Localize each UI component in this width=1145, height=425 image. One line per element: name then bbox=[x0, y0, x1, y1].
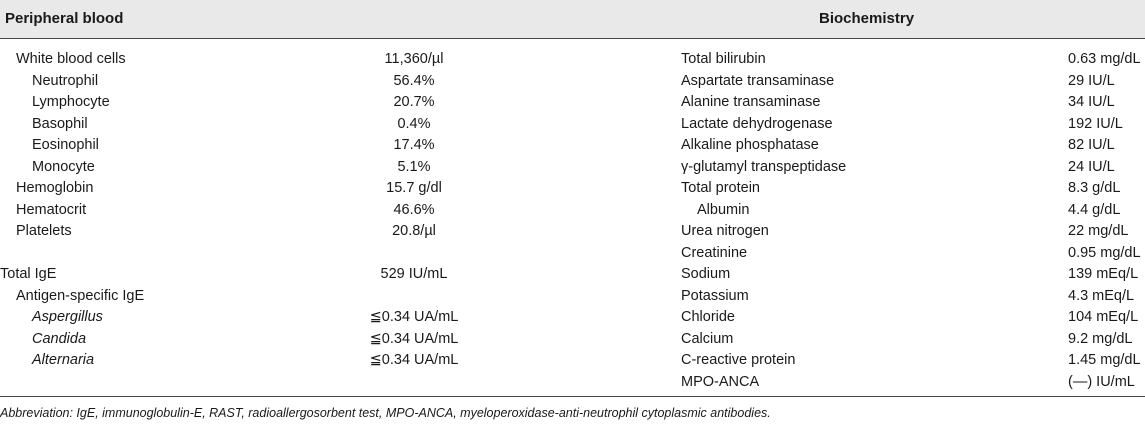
blood-row-value: ≦0.34 UA/mL bbox=[369, 330, 459, 347]
blood-row-value: 11,360/µl bbox=[384, 51, 444, 67]
biochem-row-label: Calcium bbox=[681, 330, 734, 347]
blood-row-label: Neutrophil bbox=[32, 72, 99, 89]
biochem-row-label: Alkaline phosphatase bbox=[681, 137, 819, 153]
biochem-row-value: 8.3 g/dL bbox=[1068, 180, 1121, 196]
biochem-row-label: Urea nitrogen bbox=[681, 223, 769, 239]
biochem-row-value: 34 IU/L bbox=[1068, 94, 1115, 110]
blood-row-value: 5.1% bbox=[397, 158, 431, 175]
biochem-row-label: MPO-ANCA bbox=[681, 373, 760, 390]
biochem-row-label: Aspartate transaminase bbox=[681, 72, 835, 89]
biochem-row-value: 24 IU/L bbox=[1068, 158, 1115, 175]
biochem-row-label: γ-glutamyl transpeptidase bbox=[681, 158, 847, 175]
blood-row-label: Candida bbox=[32, 330, 87, 347]
biochem-row-value: 1.45 mg/dL bbox=[1068, 352, 1141, 368]
blood-row-value: 17.4% bbox=[393, 137, 435, 153]
blood-row-label: White blood cells bbox=[16, 51, 126, 67]
blood-row-label: Monocyte bbox=[32, 158, 95, 175]
blood-row-value: 0.4% bbox=[397, 115, 431, 132]
biochem-row-label: Lactate dehydrogenase bbox=[681, 115, 833, 132]
biochem-row-label: Potassium bbox=[681, 287, 749, 304]
blood-row-value: 20.8/µl bbox=[392, 223, 436, 239]
biochem-row-label: Albumin bbox=[697, 201, 750, 218]
bottom-rule bbox=[0, 396, 1145, 397]
blood-row-label: Antigen-specific IgE bbox=[16, 287, 145, 304]
blood-row-label: Platelets bbox=[16, 223, 72, 239]
biochem-row-label: Alanine transaminase bbox=[681, 94, 821, 110]
blood-row-label: Eosinophil bbox=[32, 137, 99, 153]
biochem-row-value: (—) IU/mL bbox=[1068, 373, 1135, 390]
biochem-row-value: 0.63 mg/dL bbox=[1068, 51, 1141, 67]
biochem-row-value: 4.4 g/dL bbox=[1068, 201, 1121, 218]
biochem-row-value: 22 mg/dL bbox=[1068, 223, 1129, 239]
blood-row-label: Hematocrit bbox=[16, 201, 87, 218]
biochem-row-value: 0.95 mg/dL bbox=[1068, 244, 1141, 261]
biochem-row-value: 104 mEq/L bbox=[1068, 309, 1139, 325]
biochem-row-value: 9.2 mg/dL bbox=[1068, 330, 1133, 347]
blood-row-value: 46.6% bbox=[393, 201, 435, 218]
blood-row-label: Total IgE bbox=[0, 266, 57, 282]
peripheral-blood-heading: Peripheral blood bbox=[5, 10, 124, 27]
table-header bbox=[0, 0, 1145, 38]
blood-row-label: Hemoglobin bbox=[16, 180, 94, 196]
biochem-row-value: 82 IU/L bbox=[1068, 137, 1115, 153]
blood-row-label: Alternaria bbox=[32, 352, 95, 368]
header-rule bbox=[0, 38, 1145, 39]
blood-row-value: ≦0.34 UA/mL bbox=[369, 309, 459, 325]
biochem-row-value: 4.3 mEq/L bbox=[1068, 287, 1135, 304]
biochem-row-label: Total protein bbox=[681, 180, 760, 196]
blood-row-value: ≦0.34 UA/mL bbox=[369, 352, 459, 368]
biochem-row-label: Sodium bbox=[681, 266, 731, 282]
blood-row-value: 529 IU/mL bbox=[380, 266, 448, 282]
blood-row-label: Basophil bbox=[32, 115, 88, 132]
blood-row-value: 15.7 g/dl bbox=[386, 180, 442, 196]
blood-row-label: Aspergillus bbox=[32, 309, 103, 325]
abbreviation-footnote: Abbreviation: IgE, immunoglobulin-E, RAST, radioallergosorbent test, MPO-ANCA, myeloperoxidase-anti-neutrophil cytoplasmic antibodies. bbox=[0, 406, 771, 420]
biochem-row-label: Chloride bbox=[681, 309, 735, 325]
blood-row-value: 20.7% bbox=[393, 94, 435, 110]
biochem-row-value: 139 mEq/L bbox=[1068, 266, 1139, 282]
biochem-row-value: 29 IU/L bbox=[1068, 72, 1115, 89]
blood-row-label: Lymphocyte bbox=[32, 94, 110, 110]
biochem-row-label: Total bilirubin bbox=[681, 51, 766, 67]
biochemistry-heading: Biochemistry bbox=[819, 10, 915, 27]
biochem-row-value: 192 IU/L bbox=[1068, 115, 1123, 132]
biochem-row-label: Creatinine bbox=[681, 244, 748, 261]
biochem-row-label: C-reactive protein bbox=[681, 352, 796, 368]
blood-row-value: 56.4% bbox=[393, 72, 435, 89]
